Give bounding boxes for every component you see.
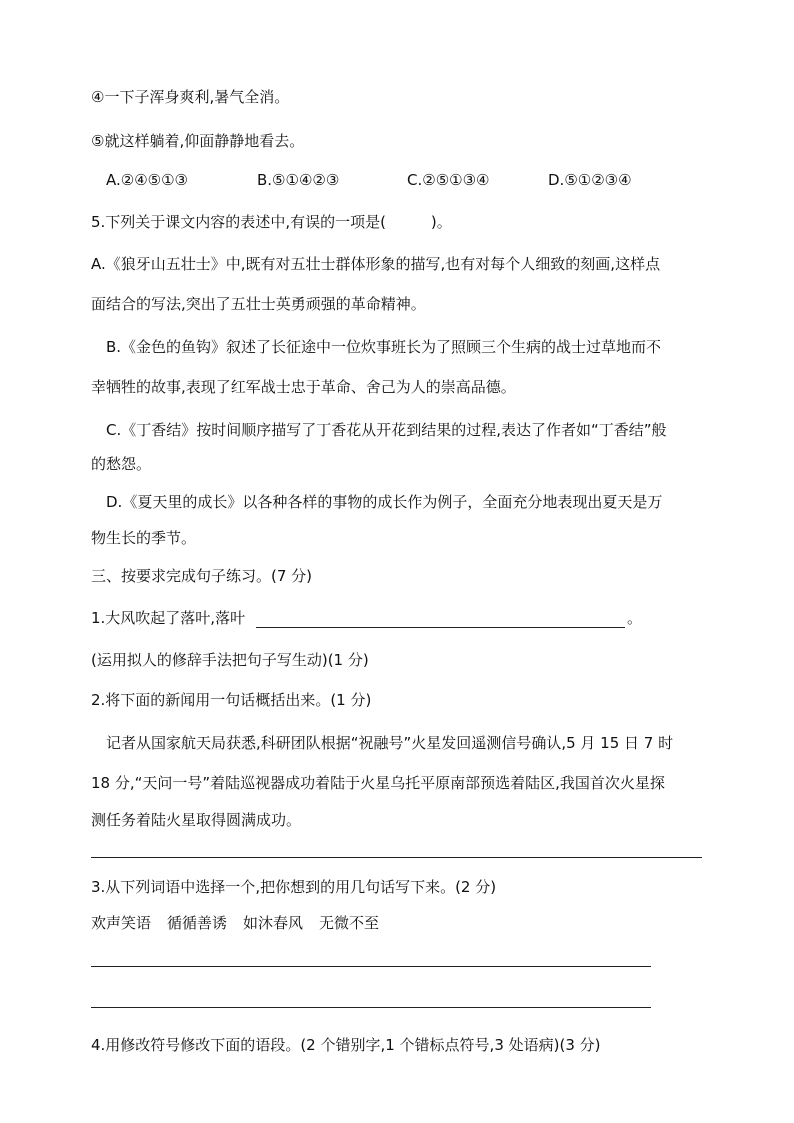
s1-prompt: 1.大风吹起了落叶,落叶: [91, 609, 246, 627]
list-item-5: ⑤就这样躺着,仰面静静地看去。: [91, 132, 305, 150]
q5-option-b-line2: 幸牺牲的故事,表现了红军战士忠于革命、舍己为人的崇高品德。: [91, 378, 516, 396]
q5-stem: 5.下列关于课文内容的表述中,有误的一项是( )。: [91, 213, 452, 231]
word-item: 欢声笑语: [91, 914, 152, 932]
s2-news-line3: 测任务着陆火星取得圆满成功。: [91, 811, 302, 829]
q5-option-a-line1: A.《狼牙山五壮士》中,既有对五壮士群体形象的描写,也有对每个人细致的刻画,这样点: [91, 255, 661, 273]
word-item: 如沐春风: [243, 914, 304, 932]
s1-hint: (运用拟人的修辞手法把句子写生动)(1 分): [91, 651, 369, 669]
q5-option-a-line2: 面结合的写法,突出了五壮士英勇顽强的革命精神。: [91, 295, 426, 313]
s2-answer-line[interactable]: [91, 857, 702, 858]
section-3-title: 三、按要求完成句子练习。(7 分): [91, 567, 313, 585]
option-a[interactable]: A.②④⑤①③: [106, 171, 189, 189]
option-b[interactable]: B.⑤①④②③: [257, 171, 340, 189]
s3-prompt: 3.从下列词语中选择一个,把你想到的用几句话写下来。(2 分): [91, 878, 497, 896]
q5-option-b-line1: B.《金色的鱼钩》叙述了长征途中一位炊事班长为了照顾三个生病的战士过草地而不: [106, 338, 662, 356]
option-c[interactable]: C.②⑤①③④: [407, 171, 490, 189]
s1-answer-line[interactable]: [256, 627, 625, 628]
s2-news-line2: 18 分,“天问一号”着陆巡视器成功着陆于火星乌托平原南部预选着陆区,我国首次火星探: [91, 774, 665, 792]
s3-word-list: [91, 913, 395, 933]
s3-answer-line-1[interactable]: [91, 966, 651, 967]
s1-end-mark: 。: [627, 609, 643, 627]
s2-prompt: 2.将下面的新闻用一句话概括出来。(1 分): [91, 691, 372, 709]
option-d[interactable]: D.⑤①②③④: [548, 171, 632, 189]
q5-option-c-line1: C.《丁香结》按时间顺序描写了丁香花从开花到结果的过程,表达了作者如“丁香结”般: [106, 421, 667, 439]
s3-answer-line-2[interactable]: [91, 1007, 651, 1008]
word-item: 无微不至: [319, 914, 380, 932]
word-item: 循循善诱: [167, 914, 228, 932]
q5-option-d-line1: D.《夏天里的成长》以各种各样的事物的成长作为例子，全面充分地表现出夏天是万: [106, 493, 663, 511]
s2-news-line1: 记者从国家航天局获悉,科研团队根据“祝融号”火星发回遥测信号确认,5 月 15 日 7 时: [106, 734, 674, 752]
q5-option-d-line2: 物生长的季节。: [91, 529, 197, 547]
q4-options: [106, 170, 632, 190]
q5-option-c-line2: 的愁怨。: [91, 455, 152, 473]
list-item-4: ④一下子浑身爽利,暑气全消。: [91, 88, 290, 106]
s4-prompt: 4.用修改符号修改下面的语段。(2 个错别字,1 个错标点符号,3 处语病)(3 分): [91, 1036, 601, 1054]
